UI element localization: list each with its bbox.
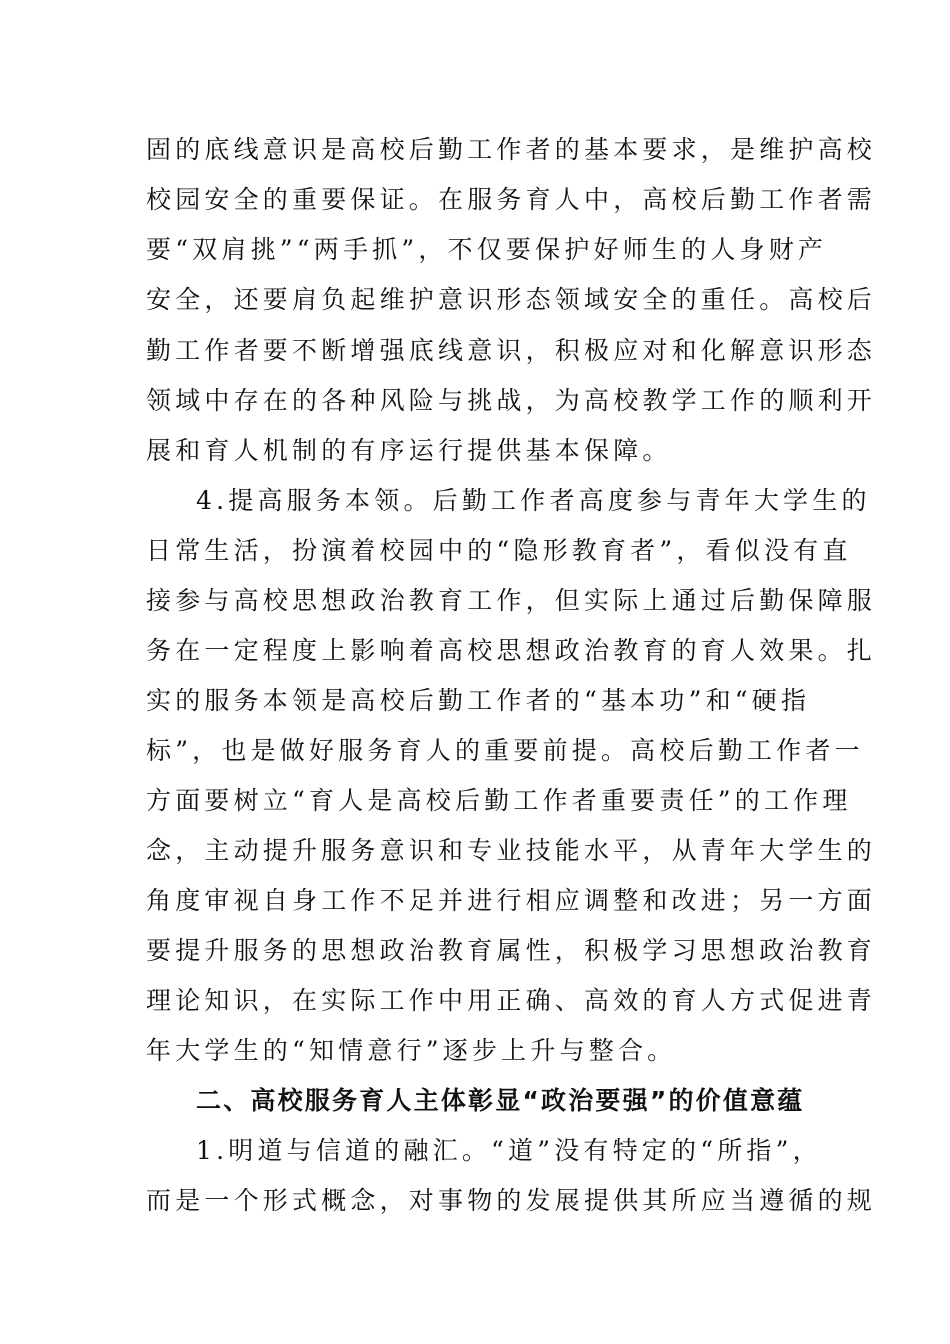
paragraph-1-start: 1.明道与信道的融汇。“道”没有特定的“所指”，	[196, 1136, 822, 1165]
text-line-15: 念，主动提升服务意识和专业技能水平，从青年大学生的	[146, 836, 877, 865]
text-line-3: 要“双肩挑”“两手抓”，不仅要保护好师生的人身财产	[146, 235, 828, 264]
section-heading: 二、高校服务育人主体彰显“政治要强”的价值意蕴	[196, 1086, 805, 1115]
text-line-12: 实的服务本领是高校后勤工作者的“基本功”和“硬指	[146, 686, 811, 715]
text-line-9: 日常生活，扮演着校园中的“隐形教育者”，看似没有直	[146, 536, 852, 565]
text-line-13: 标”，也是做好服务育人的重要前提。高校后勤工作者一	[146, 736, 864, 765]
text-line-22: 而是一个形式概念，对事物的发展提供其所应当遵循的规	[146, 1186, 877, 1215]
text-line-11: 务在一定程度上影响着高校思想政治教育的育人效果。扎	[146, 636, 877, 665]
text-line-1: 固的底线意识是高校后勤工作者的基本要求，是维护高校	[146, 135, 877, 164]
text-line-7: 展和育人机制的有序运行提供基本保障。	[146, 436, 672, 465]
text-line-19: 年大学生的“知情意行”逐步上升与整合。	[146, 1036, 677, 1065]
text-line-18: 理论知识，在实际工作中用正确、高效的育人方式促进青	[146, 986, 877, 1015]
text-line-4: 安全，还要肩负起维护意识形态领域安全的重任。高校后	[146, 285, 877, 314]
text-line-16: 角度审视自身工作不足并进行相应调整和改进；另一方面	[146, 886, 877, 915]
paragraph-4-start: 4.提高服务本领。后勤工作者高度参与青年大学生的	[196, 486, 871, 515]
text-line-17: 要提升服务的思想政治教育属性，积极学习思想政治教育	[146, 936, 877, 965]
text-line-6: 领域中存在的各种风险与挑战，为高校教学工作的顺利开	[146, 386, 877, 415]
text-line-14: 方面要树立“育人是高校后勤工作者重要责任”的工作理	[146, 786, 852, 815]
text-line-5: 勤工作者要不断增强底线意识，积极应对和化解意识形态	[146, 336, 877, 365]
text-line-10: 接参与高校思想政治教育工作，但实际上通过后勤保障服	[146, 586, 877, 615]
text-line-2: 校园安全的重要保证。在服务育人中，高校后勤工作者需	[146, 185, 877, 214]
